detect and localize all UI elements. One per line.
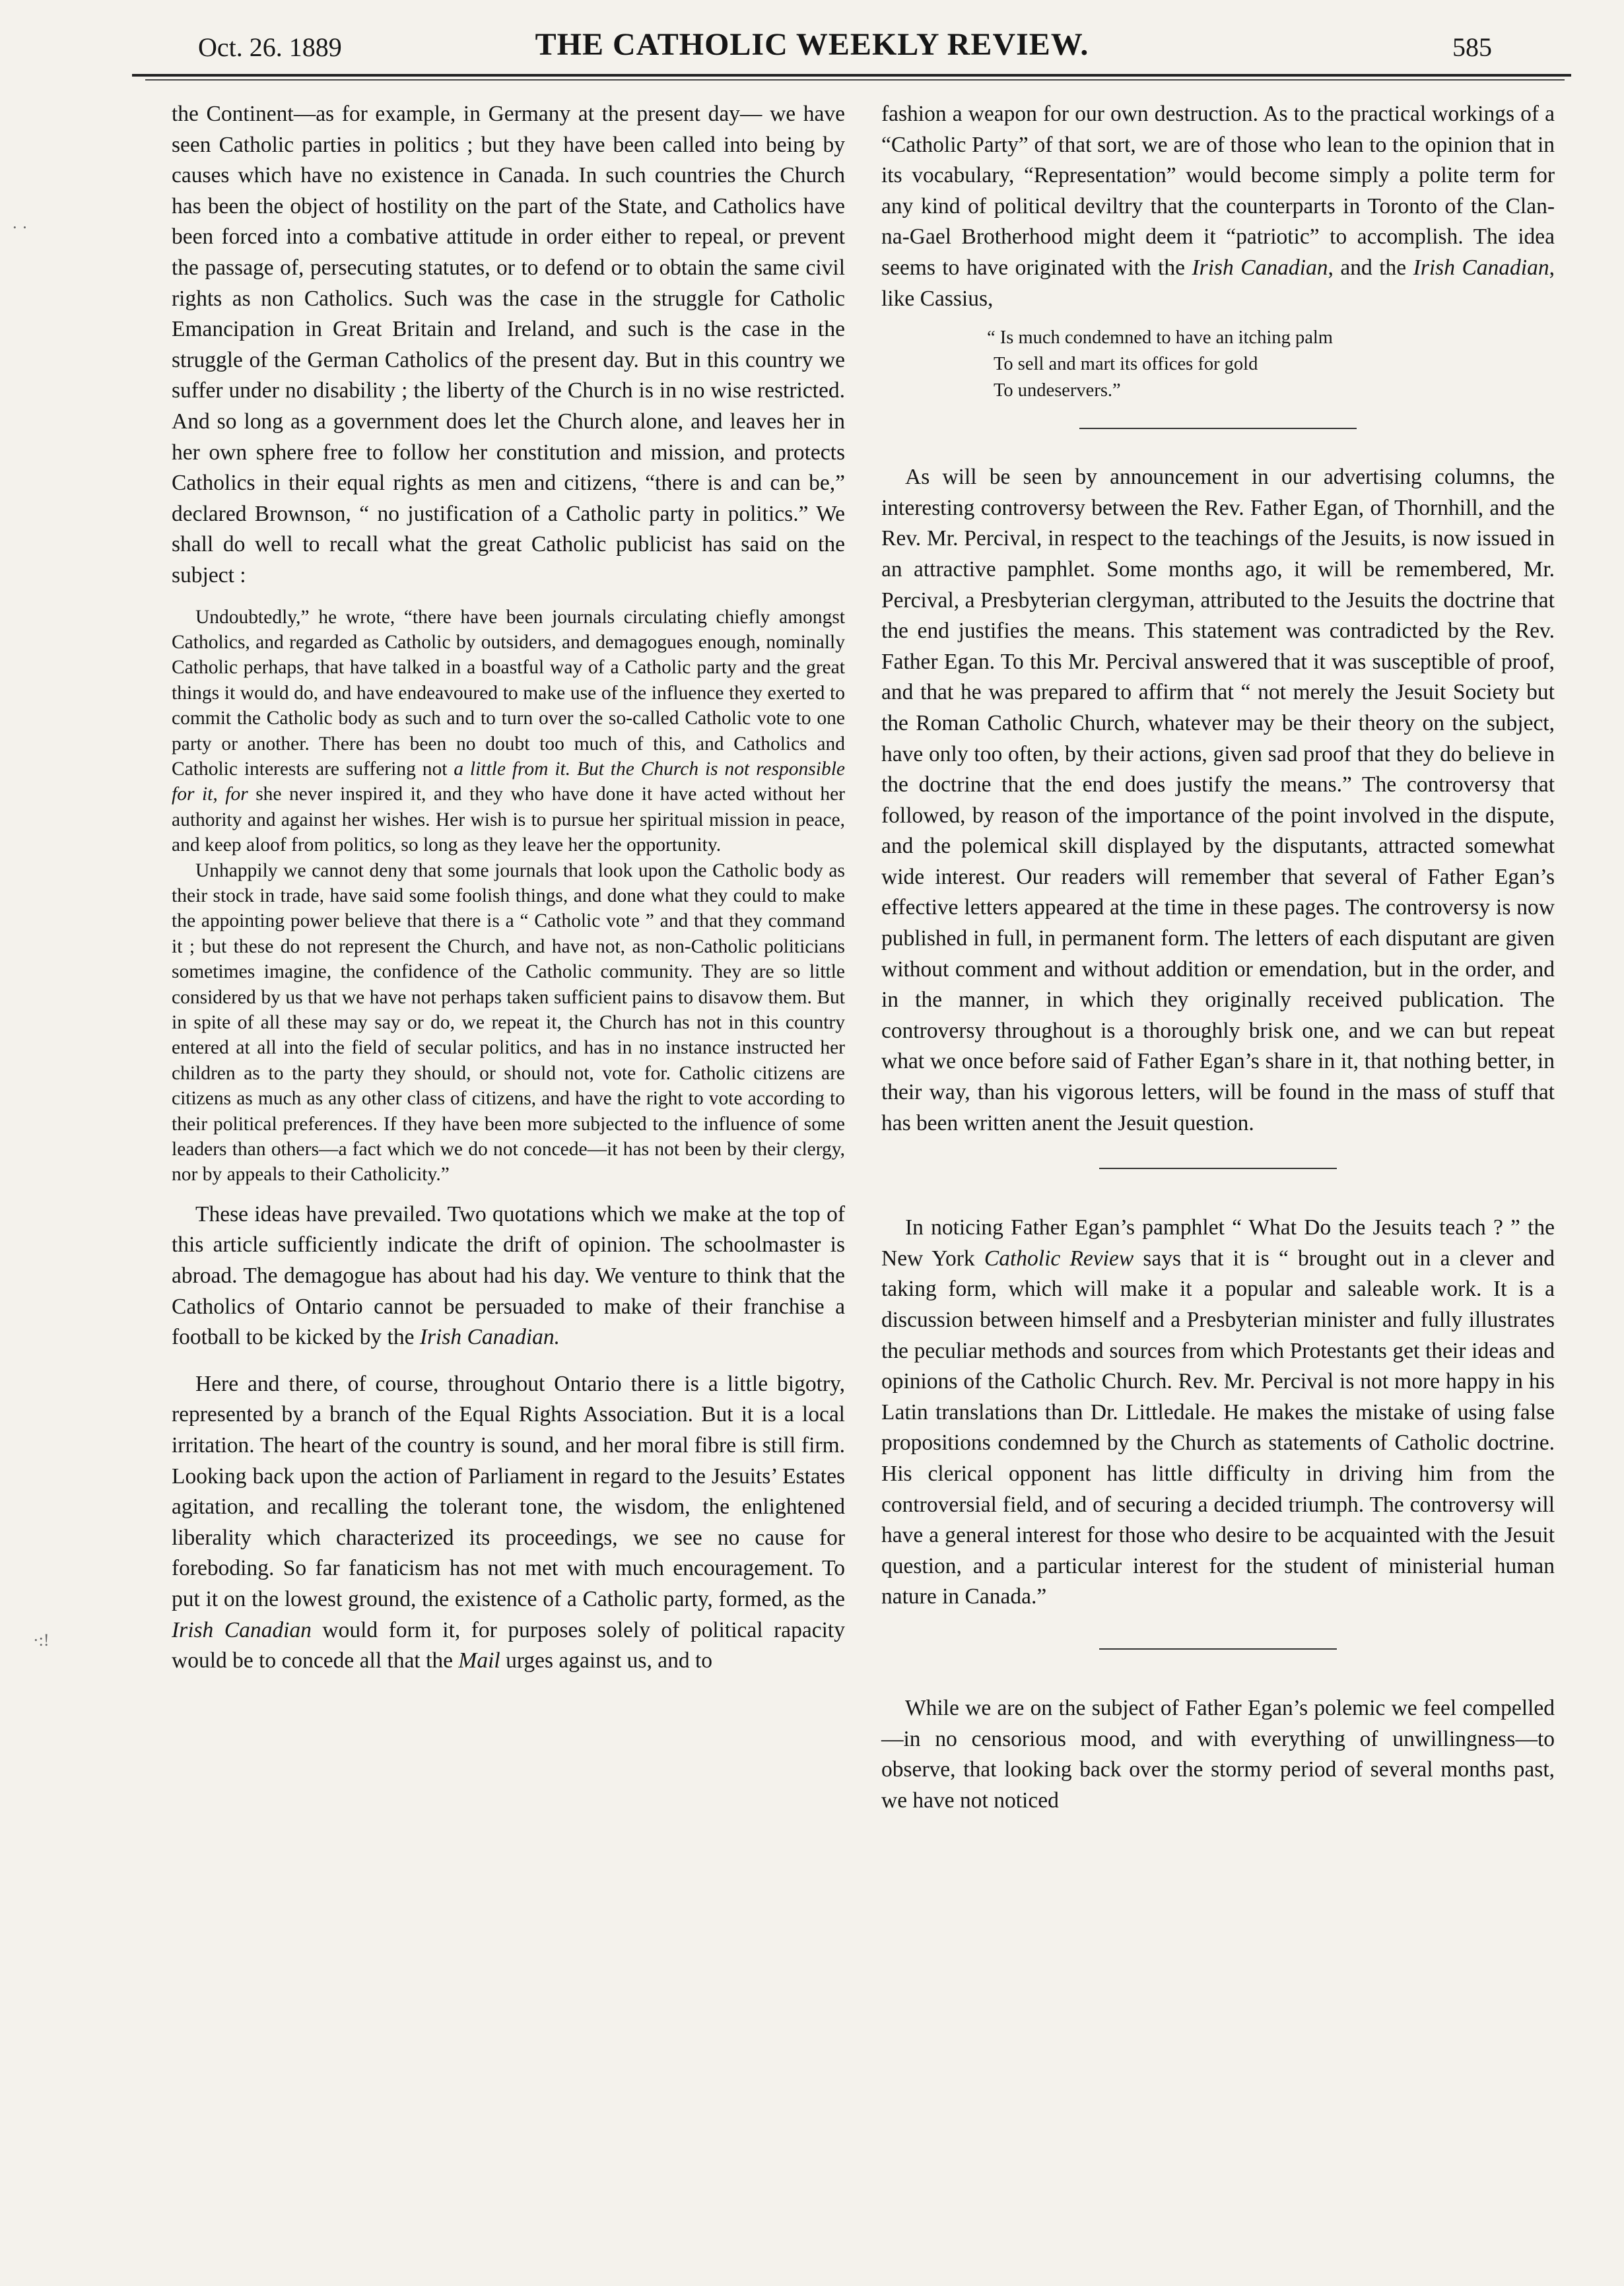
paragraph-text: fashion a weapon for our own destruction. As to the practical workings of a “Catholic Party” of that sort, we are of those who lean to the opinion that in its vocabulary, “Representation” would become simply a polite term for any kind of political deviltry that the counterparts in Toronto of the Clan-na-Gael Brotherhood might deem it “patriotic” to accomplish. The idea seems to have originated with the [881, 102, 1555, 280]
quote-italic: a little from it. But the Church is not responsible for it, for [172, 758, 845, 805]
quote-paragraph [172, 605, 845, 858]
publication-title: THE CATHOLIC WEEKLY REVIEW. [535, 27, 1089, 62]
section-separator [1099, 1168, 1337, 1169]
italic-title: Irish Canadian. [419, 1325, 560, 1350]
left-column [172, 99, 845, 1677]
margin-speck: ·:! [33, 1630, 50, 1650]
verse-quote [987, 325, 1555, 404]
paragraph [881, 99, 1555, 314]
block-quote [172, 605, 845, 1188]
header-rule [132, 74, 1571, 77]
paragraph: As will be seen by announcement in our advertising columns, the interesting controversy between the Rev. Father Egan, of Thornhill, and the Rev. Mr. Percival, in respect to the teachings of the Jesuits, is now issued in an attractive pamphlet. Some months ago, it will be remembered, Mr. Percival, a Presbyterian clergyman, attributed to the Jesuits the doctrine that the end justifies the means. This statement was contradicted by the Rev. Father Egan. To this Mr. Percival answered that it was susceptible of proof, and that he was prepared to affirm that “ not merely the Jesuit Society but the Roman Catholic Church, whatever may be their theory on the subject, have only too often, by their actions, given sad proof that they do believe in the doctrine that the end does justify the means.” The controversy that followed, by reason of the importance of the point involved in the dispute, and the polemical skill displayed by the disputants, attracted somewhat wide interest. Our readers will remember that several of Father Egan’s effective letters appeared at the time in these pages. The controversy is now published in full, in permanent form. The letters of each disputant are given without comment and without addition or emendation, but in the order, and in the manner, in which they originally received publication. The controversy throughout is a thoroughly brisk one, and we can but repeat what we once before said of Father Egan’s share in it, that nothing better, in their way, than his vigorous letters, will be found in the mass of stuff that has been written anent the Jesuit question. [881, 465, 1555, 1135]
paragraph [881, 1213, 1555, 1613]
paragraph-text: would form it, for purposes solely of political rapacity would be to concede all that the [172, 1617, 845, 1673]
italic-title: Catholic Review [984, 1246, 1134, 1271]
italic-title: Irish Canadian [1413, 255, 1549, 280]
paragraph [172, 1369, 845, 1677]
quote-text: she never inspired it, and they who have done it have acted without her authority and against her wishes. Her wish is to pursue her spiritual mission in peace, and keep aloof from politics, so long as they leave her the opportunity. [172, 784, 845, 856]
paragraph-text: In noticing Father Egan’s pamphlet “ What Do the Jesuits teach ? ” the New York [881, 1215, 1555, 1271]
paragraph-text: , like Cassius, [881, 255, 1555, 311]
header-rule-secondary [145, 79, 1565, 81]
quote-text: Undoubtedly,” he wrote, “there have been journals circulating chiefly amongst Catholics, and regarded as Catholic by outsiders, and demagogues enough, nominally Catholic perhaps, that have talked in a boastful way of a Catholic party and the great things it would do, and have endeavoured to make use of the influence they exerted to commit the Catholic body as such and to turn over the so-called Catholic vote to one party or another. There has been no doubt too much of this, and Catholics and Catholic interests are suffering not [172, 606, 845, 780]
issue-date: Oct. 26. 1889 [198, 32, 342, 62]
paragraph [172, 1199, 845, 1353]
paragraph-text: says that it is “ brought out in a clever and taking form, which will make it a popular and saleable work. It is a discussion between himself and a Presbyterian minister and fully illustrates the peculiar methods and sources from which Protestants get their ideas and opinions of the Catholic Church. Rev. Mr. Percival is not more happy in his Latin translations than Dr. Littledale. He makes the mistake of using false propositions condemned by the Church as statements of Catholic doctrine. His clerical opponent has little difficulty in driving him from the controversial field, and of securing a decided triumph. The controversy will have a general interest for those who desire to be acquainted with the Jesuit question, and a particular interest for the student of ministerial human nature in Canada.” [881, 1246, 1555, 1609]
section-separator [1079, 428, 1357, 429]
page-header [0, 0, 1624, 99]
margin-speck: · · [12, 218, 28, 237]
page-number: 585 [1452, 32, 1492, 62]
verse-line: To undeservers.” [994, 380, 1121, 401]
quote-paragraph: Unhappily we cannot deny that some journals that look upon the Catholic body as their stock in trade, have said some foolish things, and done what they could to make the appointing power believe that there is a “ Catholic vote ” and that they command it ; but these do not represent the Church, and have not, as non-Catholic politicians sometimes imagine, the confidence of the Catholic community. They are so little considered by us that we have not perhaps taken sufficient pains to disavow them. But in spite of all these may say or do, we repeat it, the Church has not in this country entered at all into the field of secular politics, and has in no instance instructed her children as to the party they should, or should not, vote for. Catholic citizens are citizens as much as any other class of citizens, and have the right to vote according to their political preferences. If they have been more subjected to the influence of some leaders than others—a fact which we do not concede—it has not been by their clergy, nor by appeals to their Catholicity.” [172, 859, 845, 1186]
section-separator [1099, 1648, 1337, 1650]
verse-line: To sell and mart its offices for gold [994, 354, 1258, 375]
paragraph-text: , and the [1328, 255, 1413, 280]
paragraph-text: urges against us, and to [500, 1648, 713, 1673]
italic-title: Irish Canadian [1192, 255, 1328, 280]
italic-title: Mail [458, 1648, 500, 1673]
paragraph: While we are on the subject of Father Egan’s polemic we feel compelled—in no censorious mood, and with everything of unwillingness—to observe, that looking back over the stormy period of several months past, we have not noticed [881, 1695, 1555, 1813]
paragraph-text: These ideas have prevailed. Two quotations which we make at the top of this article sufficiently indicate the drift of opinion. The schoolmaster is abroad. The demagogue has about had his day. We venture to think that the Catholics of Ontario cannot be persuaded to make of their franchise a football to be kicked by the [172, 1201, 845, 1350]
verse-line: “ Is much condemned to have an itching palm [987, 327, 1333, 349]
paragraph-text: Here and there, of course, throughout Ontario there is a little bigotry, represented by a branch of the Equal Rights Association. But it is a local irritation. The heart of the country is sound, and her moral fibre is still firm. Looking back upon the action of Parliament in regard to the Jesuits’ Estates agitation, and recalling the tolerant tone, the wisdom, the enlightened liberality which characterized its proceedings, we see no cause for foreboding. So far fanaticism has not met with much encouragement. To put it on the lowest ground, the existence of a Catholic party, formed, as the [172, 1371, 845, 1611]
paragraph: the Continent—as for example, in Germany at the present day— we have seen Catholic parties in politics ; but they have been called into being by causes which have no existence in Canada. In such countries the Church has been the object of hostility on the part of the State, and Catholics have been forced into a combative attitude in order either to repeal, or prevent the passage of, persecuting statutes, or to defend or to obtain the same civil rights as non Catholics. Such was the case in the struggle for Catholic Emancipation in Great Britain and Ireland, and such is the case in the struggle of the German Catholics of the present day. But in this country we suffer under no disability ; the liberty of the Church is in no wise restricted. And so long as a government does let the Church alone, and leaves her in her own sphere free to follow her constitution and mission, and protects Catholics in their equal rights as men and citizens, “there is and can be,” declared Brownson, “ no justification of a Catholic party in politics.” We shall do well to recall what the great Catholic publicist has said on the subject : [172, 102, 845, 588]
right-column [881, 99, 1555, 1816]
italic-title: Irish Canadian [172, 1617, 312, 1642]
